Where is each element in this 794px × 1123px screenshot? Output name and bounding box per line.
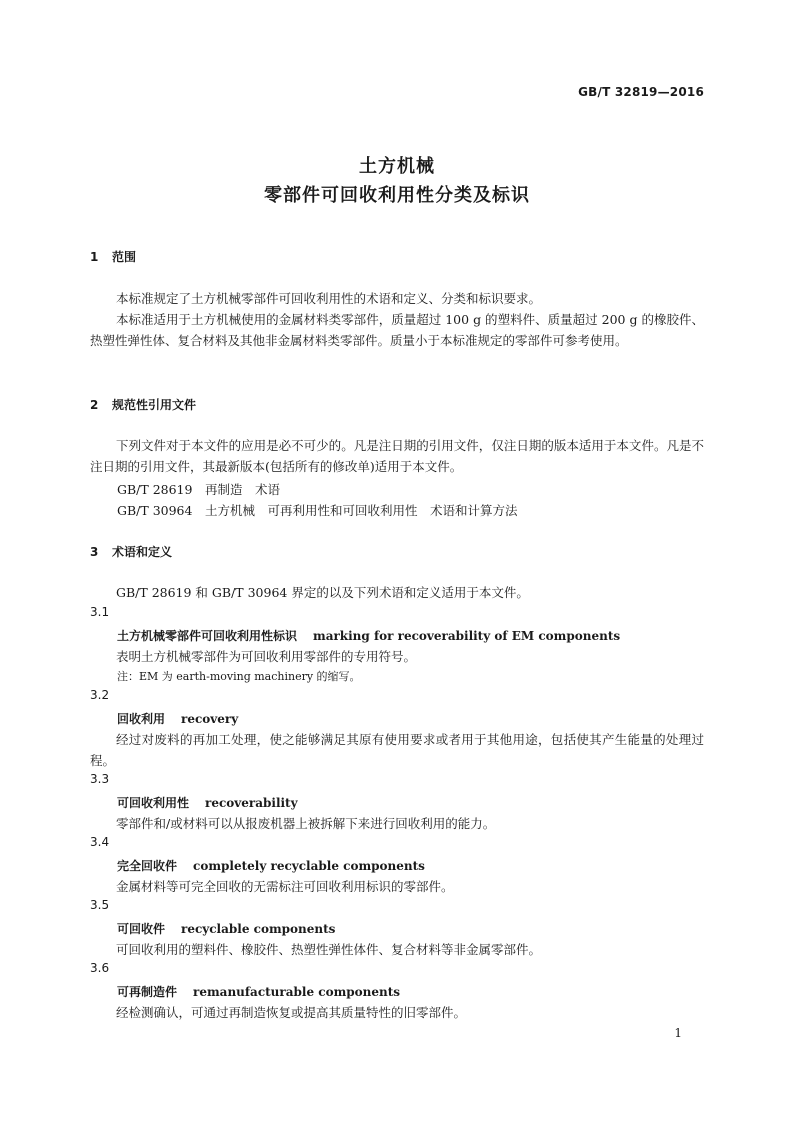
paragraph: 下列文件对于本文件的应用是必不可少的。凡是注日期的引用文件，仅注日期的版本适用于本文件。凡是不注日期的引用文件，其最新版本(包括所有的修改单)适用于本文件。 — [90, 438, 704, 474]
term-en: recyclable components — [181, 922, 336, 936]
section-heading-terms — [90, 543, 172, 560]
term-en: completely recyclable components — [193, 859, 425, 873]
term-definition: 经检测确认，可通过再制造恢复或提高其质量特性的旧零部件。 — [116, 1005, 467, 1020]
section-number: 1 — [90, 250, 99, 264]
term-definition: 可回收利用的塑料件、橡胶件、热塑性弹性体件、复合材料等非金属零部件。 — [116, 942, 542, 957]
reference-item: GB/T 30964 土方机械 可再利用性和可回收利用性 术语和计算方法 — [117, 503, 518, 518]
term-en: marking for recoverability of EM components — [313, 629, 621, 643]
term-title — [117, 920, 335, 937]
term-en: remanufacturable components — [193, 985, 401, 999]
term-number: 3.5 — [90, 898, 110, 912]
paragraph: GB/T 28619 和 GB/T 30964 界定的以及下列术语和定义适用于本文件。 — [116, 585, 529, 600]
standard-code: GB/T 32819—2016 — [578, 85, 704, 99]
term-title — [117, 857, 425, 874]
term-definition: 金属材料等可完全回收的无需标注可回收利用标识的零部件。 — [116, 879, 454, 894]
section-number: 3 — [90, 545, 99, 559]
paragraph: 本标准适用于土方机械使用的金属材料类零部件，质量超过 100 g 的塑料件、质量超过 200 g 的橡胶件、热塑性弹性体、复合材料及其他非金属材料类零部件。质量小于本标准规定的零部件可参考使用。 — [90, 312, 704, 348]
term-number: 3.2 — [90, 688, 110, 702]
term-title — [117, 983, 400, 1000]
term-zh: 可回收件 — [117, 922, 166, 936]
term-title — [117, 794, 298, 811]
section-heading-scope — [90, 248, 136, 265]
term-number: 3.4 — [90, 835, 110, 849]
term-title — [117, 710, 238, 727]
term-zh: 完全回收件 — [117, 859, 178, 873]
term-zh: 可回收利用性 — [117, 796, 190, 810]
term-zh: 土方机械零部件可回收利用性标识 — [117, 629, 298, 643]
section-number: 2 — [90, 398, 99, 412]
term-definition: 表明土方机械零部件为可回收利用零部件的专用符号。 — [116, 649, 417, 664]
document-title-line2: 零部件可回收利用性分类及标识 — [264, 185, 530, 206]
term-definition: 零部件和/或材料可以从报废机器上被拆解下来进行回收利用的能力。 — [116, 816, 496, 831]
section-heading-normative-references — [90, 396, 196, 413]
reference-item: GB/T 28619 再制造 术语 — [117, 482, 280, 497]
term-definition: 经过对废料的再加工处理，使之能够满足其原有使用要求或者用于其他用途，包括使其产生能量的处理过程。 — [90, 732, 704, 768]
section-title: 规范性引用文件 — [112, 398, 197, 412]
term-zh: 回收利用 — [117, 712, 166, 726]
term-number: 3.6 — [90, 961, 110, 975]
term-number: 3.1 — [90, 605, 110, 619]
paragraph: 本标准规定了土方机械零部件可回收利用性的术语和定义、分类和标识要求。 — [116, 291, 542, 306]
term-zh: 可再制造件 — [117, 985, 178, 999]
section-title: 术语和定义 — [112, 545, 173, 559]
term-en: recoverability — [205, 796, 298, 810]
term-note: 注：EM 为 earth-moving machinery 的缩写。 — [117, 670, 361, 683]
term-number: 3.3 — [90, 772, 110, 786]
page-number: 1 — [674, 1026, 682, 1040]
document-title-line1: 土方机械 — [359, 156, 435, 177]
section-title: 范围 — [112, 250, 137, 264]
term-en: recovery — [181, 712, 239, 726]
term-title — [117, 627, 620, 644]
